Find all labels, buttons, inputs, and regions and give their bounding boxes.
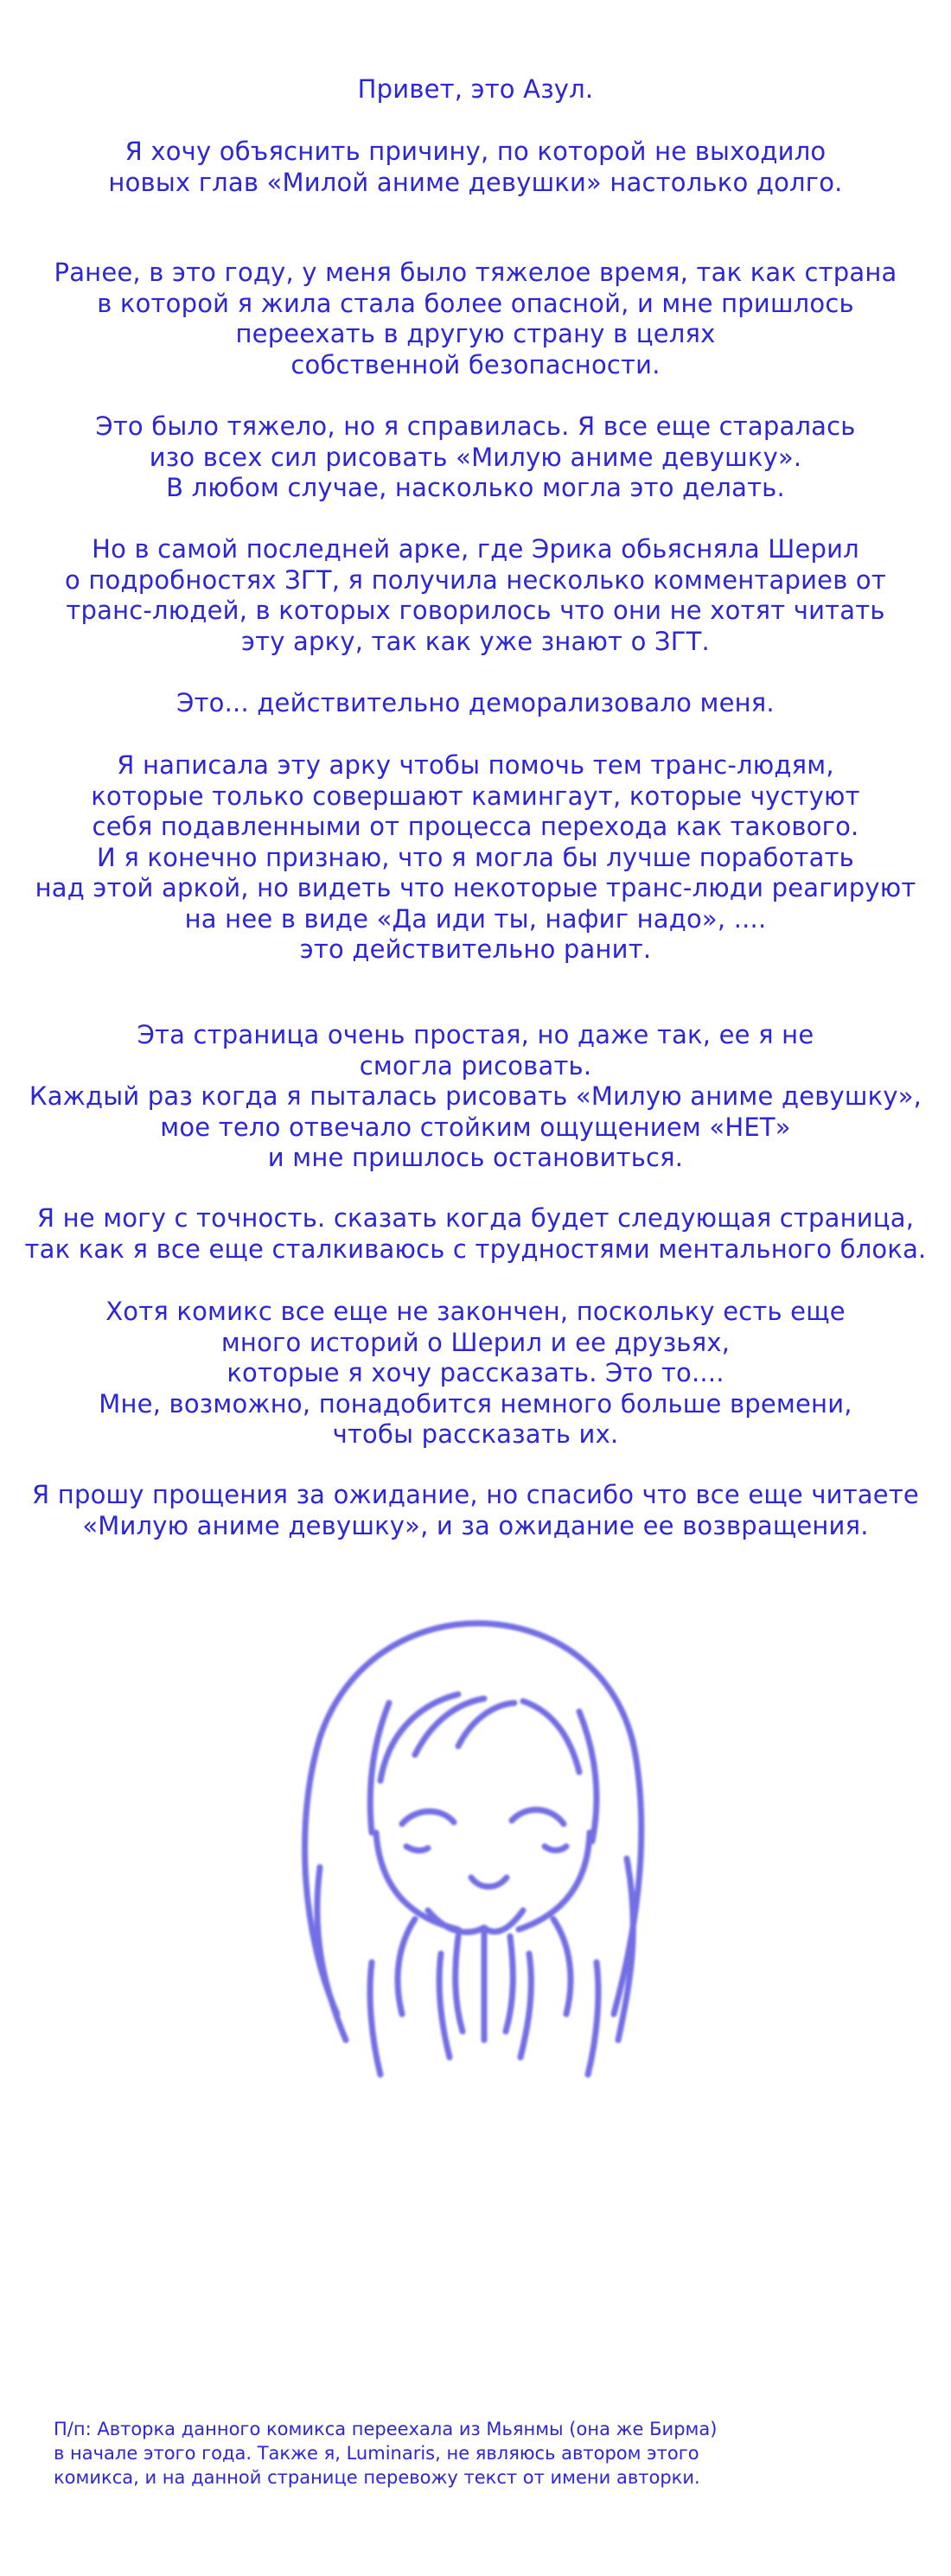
drawing-block-paragraph: Эта страница очень простая, но даже так, ее я не смогла рисовать. Каждый раз когда я пыталась рисовать «Милую аниме девушку», мое тело отвечало стойким ощущением «НЕТ» и мне пришлось остановиться. xyxy=(29,1020,922,1172)
relocation-paragraph: Ранее, в это году, у меня было тяжелое время, так как страна в которой я жила стала более опасной, и мне пришлось переехать в другую страну в целях собственной безопасности. xyxy=(54,258,897,379)
translator-footnote: П/п: Авторка данного комикса переехала из Мьянмы (она же Бирма) в начале этого года. Также я, Luminaris, не являюсь автором этого комикса, и на данной странице перевожу текст от имени авторки. xyxy=(54,2419,718,2488)
coping-paragraph: Это было тяжело, но я справилась. Я все еще старалась изо всех сил рисовать «Милую аниме девушку». В любом случае, насколько могла это делать. xyxy=(95,411,856,502)
apology-paragraph: Я прошу прощения за ожидание, но спасибо что все еще читаете «Милую аниме девушку», и за ожидание ее возвращения. xyxy=(32,1480,919,1540)
reason-paragraph: Я хочу объяснить причину, по которой не выходило новых глав «Милой аниме девушки» настолько долго. xyxy=(108,137,843,197)
arc-purpose-paragraph: Я написала эту арку чтобы помочь тем транс-людям, которые только совершают камингаут, которые чустуют себя подавленными от процесса перехода как такового. И я конечно признаю, что я могла бы лучше поработать над этой аркой, но видеть что некоторые транс-люди реагируют на нее в виде «Да иди ты, нафиг надо», .... это действительно ранит. xyxy=(35,750,916,964)
continuation-paragraph: Хотя комикс все еще не закончен, поскольку есть еще много историй о Шерил и ее друзьях, которые я хочу рассказать. Это то.... Мне, возможно, понадобится немного больше времени, чтобы рассказать их. xyxy=(99,1297,852,1449)
praying-girl-sketch-icon xyxy=(285,1608,666,2092)
demoralized-paragraph: Это... действительно деморализовало меня. xyxy=(176,688,775,717)
next-page-paragraph: Я не могу с точность. сказать когда будет следующая страница, так как я все еще сталкиваюсь с трудностями ментального блока. xyxy=(24,1203,927,1264)
comments-paragraph: Но в самой последней арке, где Эрика обьясняла Шерил о подробностях ЗГТ, я получила несколько комментариев от транс-людей, в которых говорилось что они не хотят читать эту арку, так как уже знают о ЗГТ. xyxy=(65,534,886,656)
greeting-paragraph: Привет, это Азул. xyxy=(357,74,594,104)
